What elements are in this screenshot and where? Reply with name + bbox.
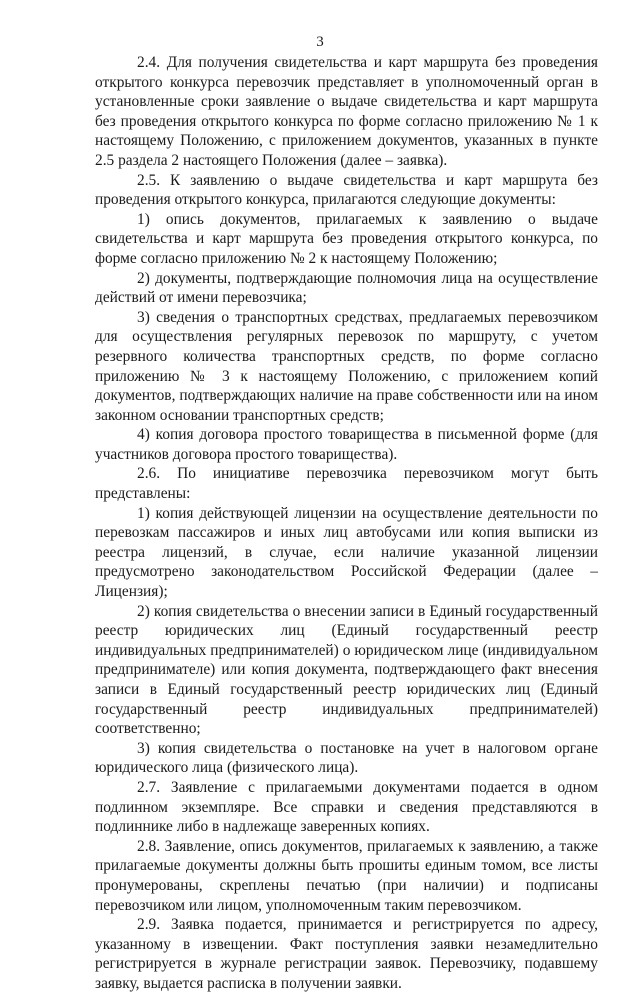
paragraph-2-5: 2.5. К заявлению о выдаче свидетельства и карт маршрута без проведения открытого конкурса, прилагаются следующие документы: bbox=[95, 171, 598, 209]
paragraph-2-7: 2.7. Заявление с прилагаемыми документами подается в одном подлинном экземпляре. Все справки и сведения представляются в подлиннике либо в надлежаще заверенных копиях. bbox=[95, 778, 598, 836]
document-body bbox=[95, 53, 598, 994]
page-number: 3 bbox=[316, 34, 324, 50]
list-item-2-6-2: 2) копия свидетельства о внесении записи в Единый государственный реестр юридических лиц (Единый государственный реестр индивидуальных предпринимателей) о юридическом лице (индивидуальном предпринимателе) или копия документа, подтверждающего факт внесения записи в Единый государственный реестр юридических лиц (Единый государственный реестр индивидуальных предпринимателей) соответственно; bbox=[95, 602, 598, 738]
list-item-2-5-2: 2) документы, подтверждающие полномочия лица на осуществление действий от имени перевозчика; bbox=[95, 269, 598, 307]
list-item-2-5-3: 3) сведения о транспортных средствах, предлагаемых перевозчиком для осуществления регулярных перевозок по маршруту, с учетом резервного количества транспортных средств, по форме согласно приложению № 3 к настоящему Положению, с приложением копий документов, подтверждающих наличие на праве собственности или на ином законном основании транспортных средств; bbox=[95, 308, 598, 424]
paragraph-2-6: 2.6. По инициативе перевозчика перевозчиком могут быть представлены: bbox=[95, 465, 598, 503]
list-item-2-6-1: 1) копия действующей лицензии на осуществление деятельности по перевозкам пассажиров и иных лиц автобусами или копия выписки из реестра лицензий, в случае, если наличие указанной лицензии предусмотрено законодательством Российской Федерации (далее – Лицензия); bbox=[95, 504, 598, 601]
paragraph-2-4: 2.4. Для получения свидетельства и карт маршрута без проведения открытого конкурса перевозчик представляет в уполномоченный орган в установленные сроки заявление о выдаче свидетельства и карт маршрута без проведения открытого конкурса по форме согласно приложению № 1 к настоящему Положению, с приложением документов, указанных в пункте 2.5 раздела 2 настоящего Положения (далее – заявка). bbox=[95, 54, 598, 169]
list-item-2-5-4: 4) копия договора простого товарищества в письменной форме (для участников договора простого товарищества). bbox=[95, 426, 598, 463]
list-item-2-6-3: 3) копия свидетельства о постановке на учет в налоговом органе юридического лица (физического лица). bbox=[95, 739, 598, 777]
paragraph-2-9: 2.9. Заявка подается, принимается и регистрируется по адресу, указанному в извещении. Факт поступления заявки незамедлительно регистрируется в журнале регистрации заявок. Перевозчику, подавшему заявку, выдается расписка в получении заявки. bbox=[95, 916, 598, 992]
list-item-2-5-1: 1) опись документов, прилагаемых к заявлению о выдаче свидетельства и карт маршрута без проведения открытого конкурса, по форме согласно приложению № 2 к настоящему Положению; bbox=[95, 210, 598, 267]
paragraph-2-8: 2.8. Заявление, опись документов, прилагаемых к заявлению, а также прилагаемые документы должны быть прошиты единым томом, все листы пронумерованы, скреплены печатью (при наличии) и подписаны перевозчиком или лицом, уполномоченным таким перевозчиком. bbox=[95, 837, 598, 914]
